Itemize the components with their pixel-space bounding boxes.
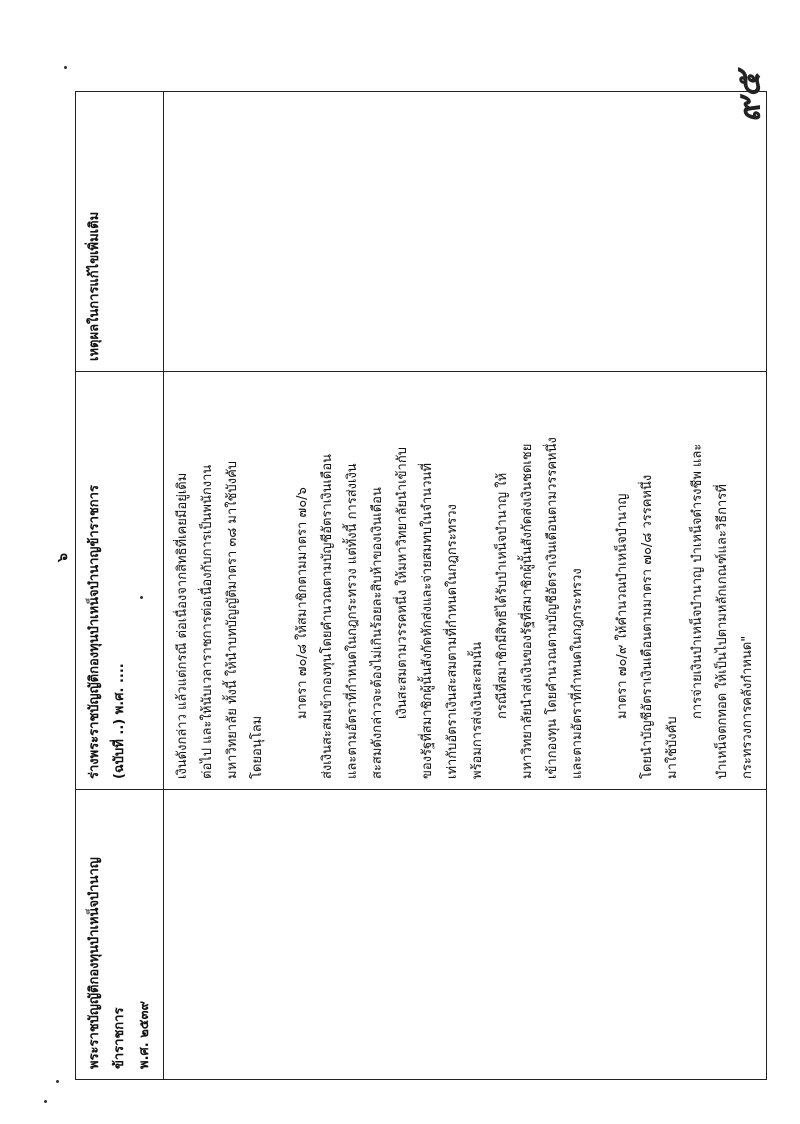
draft-text-line: กรณีที่สมาชิกมีสิทธิได้รับบำเหน็จบำนาญ ให้ xyxy=(495,472,510,719)
header-current-act-line2: พ.ศ. ๒๕๓๙ xyxy=(137,1000,152,1069)
current-act-cell xyxy=(164,790,767,1080)
draft-text-line: เข้ากองทุน โดยคำนวณตามบัญชีอัตราเงินเดือนตามวรรคหนึ่ง xyxy=(545,437,560,779)
draft-text-line: และตามอัตราที่กำหนดในกฎกระทรวง xyxy=(570,568,585,779)
draft-text-line: การจ่ายเงินบำเหน็จบำนาญ บำเหน็จดำรงชีพ และ xyxy=(690,443,705,719)
page-number: ๖ xyxy=(55,553,71,562)
draft-text-line: พร้อมการส่งเงินสะสมนั้น xyxy=(470,641,485,779)
draft-text-line: ของรัฐที่สมาชิกผู้นั้นสังกัดหักส่งและจ่ายสมทบในจำนวนที่ xyxy=(420,463,435,779)
draft-text-line: สะสมดังกล่าวจะต้องไม่เกินร้อยละสิบห้าของเงินเดือน xyxy=(370,487,385,779)
header-reasons-text: เหตุผลในการแก้ไขเพิ่มเติม xyxy=(87,211,102,361)
scan-speck xyxy=(44,1100,47,1103)
draft-text-line: เท่ากับอัตราเงินสะสมตามที่กำหนดในกฎกระทรวง xyxy=(445,504,460,779)
draft-text-line: โดยอนุโลม xyxy=(250,715,265,779)
handwritten-page-stamp: ๙๕ xyxy=(728,71,769,123)
table-header-row xyxy=(76,92,164,1080)
header-draft-act-line2: (ฉบับที่ ..) พ.ศ. .... xyxy=(112,663,127,779)
reasons-cell xyxy=(164,92,767,372)
draft-text-line: ต่อไป และให้นับเวลาราชการต่อเนื่องกับการเป็นพนักงาน xyxy=(200,464,215,779)
comparison-table-rotated xyxy=(75,92,755,1080)
header-current-act-line1: พระราชบัญญัติกองทุนบำเหน็จบำนาญข้าราชการ xyxy=(87,857,127,1069)
header-draft-act-line1: ร่างพระราชบัญญัติกองทุนบำเหน็จบำนาญข้าราชการ xyxy=(87,485,102,779)
header-draft-act xyxy=(76,372,164,790)
draft-text-line: กระทรวงการคลังกำหนด" xyxy=(740,635,755,779)
draft-text-line: มาตรา ๗๐/๘ ให้สมาชิกตามมาตรา ๗๐/๖ xyxy=(295,487,310,719)
scan-speck xyxy=(56,1080,59,1083)
draft-text-line: มหาวิทยาลัย ทั้งนี้ ให้นำบทบัญญัติมาตรา ๓๘ มาใช้บังคับ xyxy=(225,460,240,779)
draft-text-line: เงินสะสมตามวรรคหนึ่ง ให้มหาวิทยาลัยนำเข้ากับ xyxy=(395,447,410,719)
draft-text-line: มาใช้บังคับ xyxy=(665,716,680,779)
comparison-table xyxy=(75,91,767,1080)
header-current-act xyxy=(76,790,164,1080)
draft-text-line: มาตรา ๗๐/๙ ให้คำนวณบำเหน็จบำนาญ xyxy=(615,493,630,719)
paragraph-gap xyxy=(270,382,290,779)
draft-act-cell xyxy=(164,372,767,790)
draft-text-line: บำเหน็จตกทอด ให้เป็นไปตามหลักเกณฑ์และวิธีการที่ xyxy=(715,484,730,779)
paragraph-gap xyxy=(590,382,610,779)
draft-text-line: เงินดังกล่าว แล้วแต่กรณี ต่อเนื่องจากสิทธิที่เคยมีอยู่เดิม xyxy=(175,472,190,779)
draft-text-line: ส่งเงินสะสมเข้ากองทุนโดยคำนวณตามบัญชีอัตราเงินเดือน xyxy=(320,453,335,779)
header-reasons xyxy=(76,92,164,372)
table-body-row xyxy=(164,92,767,1080)
draft-text-line: และตามอัตราที่กำหนดในกฎกระทรวง แต่ทั้งนี้ การส่งเงิน xyxy=(345,463,360,779)
draft-text-line: โดยนำบัญชีอัตราเงินเดือนตามมาตรา ๗๐/๘ วรรคหนึ่ง xyxy=(640,474,655,779)
draft-text-line: มหาวิทยาลัยนำส่งเงินของรัฐที่สมาชิกผู้นั้นสังกัดส่งเงินชดเชย xyxy=(520,443,535,779)
scan-speck xyxy=(64,66,67,69)
